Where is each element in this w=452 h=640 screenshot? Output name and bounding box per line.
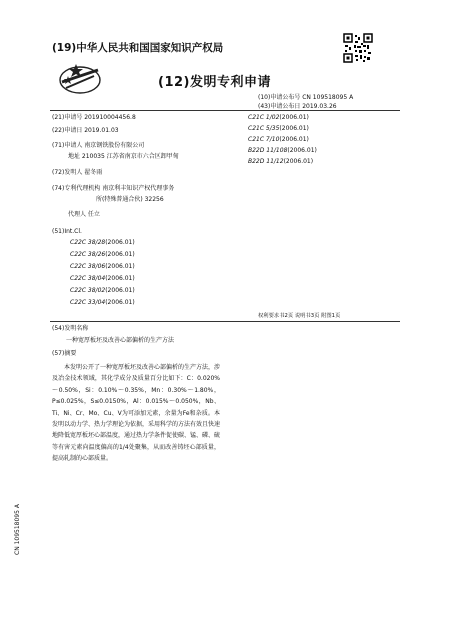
side-publication-number: CN 109518095 A (14, 504, 21, 555)
abstract-text: 本发明公开了一种宽厚板坯及改善心部偏析的生产方法，涉及冶金技术领域，其化学成分及质量百分比如下：C：0.020%～0.50%，Si：0.10%～0.35%，Mn：0.30%～1.80%，P≤0.025%，S≤0.0150%，Al：0.015%～0.050%，Nb、Ti、Ni、Cr、Mo、Cu、V为可添加元素，余量为Fe和杂质。本发明以动力学、热力学理论为依据，采用科学的方法有效且快速地降低宽厚板坯心部温度，通过热力学条件促使碳、锰、磷、硫等有害元素向温度偏高的1/4处聚集，从而改善铸坯心部质量，提高轧制的心部质量。 (52, 364, 221, 463)
patent-agency-continued: 所(特殊普通合伙) 32256 (96, 196, 164, 203)
document-type: (12)发明专利申请 (158, 75, 271, 90)
patent-agency: (74)专利代理机构 南京利丰知识产权代理事务 (52, 185, 175, 192)
int-cl-entry: C22C 38/06(2006.01) (70, 263, 135, 270)
publication-date: (43)申请公布日 2019.03.26 (258, 103, 337, 110)
invention-title: 一种宽厚板坯及改善心部偏析的生产方法 (66, 337, 175, 344)
section-divider (50, 321, 400, 322)
int-cl-entry: C22C 38/26(2006.01) (70, 251, 135, 258)
qr-code-icon (343, 33, 373, 63)
int-cl-entry: C22C 38/02(2006.01) (70, 287, 135, 294)
int-cl-label: (51)Int.Cl. (52, 228, 82, 235)
filing-date: (22)申请日 2019.01.03 (52, 127, 119, 134)
int-cl-entry: C22C 38/28(2006.01) (70, 239, 135, 246)
page-count-info: 权利要求书2页 说明书3页 附图1页 (258, 313, 341, 319)
publication-number: (10)申请公布号 CN 109518095 A (258, 94, 354, 101)
cnipa-logo-icon (56, 58, 104, 98)
invention-title-label: (54)发明名称 (52, 325, 89, 332)
abstract-label: (57)摘要 (52, 350, 77, 357)
application-number: (21)申请号 201910004456.8 (52, 114, 136, 121)
patent-office-title: (19)中华人民共和国国家知识产权局 (52, 42, 224, 54)
int-cl-entry: C22C 38/04(2006.01) (70, 275, 135, 282)
int-cl-entry: C22C 33/04(2006.01) (70, 299, 135, 306)
patent-agent: 代理人 任立 (68, 211, 100, 218)
applicant: (71)申请人 南京钢铁股份有限公司 (52, 142, 145, 149)
header-divider (50, 110, 400, 111)
classification-entry: C21C 5/35(2006.01) (248, 125, 309, 132)
inventor: (72)发明人 翟冬雨 (52, 169, 103, 176)
classification-entry: B22D 11/108(2006.01) (248, 147, 317, 154)
applicant-address: 地址 210035 江苏省南京市六合区卸甲甸 (68, 153, 179, 160)
classification-entry: B22D 11/12(2006.01) (248, 158, 314, 165)
classification-entry: C21C 7/10(2006.01) (248, 136, 309, 143)
classification-entry: C21C 1/02(2006.01) (248, 114, 309, 121)
